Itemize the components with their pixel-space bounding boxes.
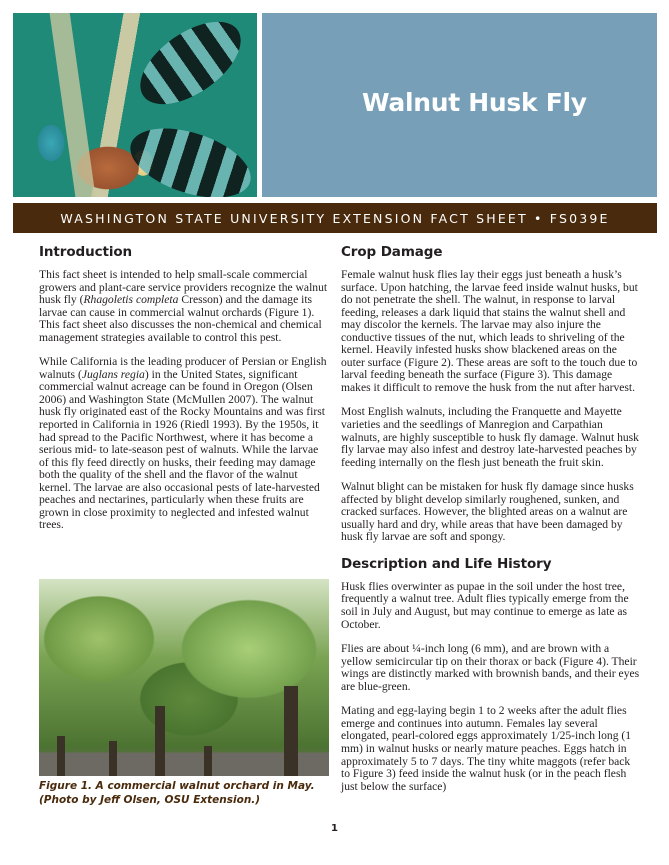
intro-paragraph-2 bbox=[39, 356, 329, 532]
tree-trunk-shape bbox=[204, 746, 212, 776]
life-history-paragraph-3: Mating and egg-laying begin 1 to 2 weeks after the adult flies emerge and continues into autumn. Females lay several elongated, pearl-colored eggs approximately 1/25-inch long (1 mm) in walnut husks or nearly mature peaches. Eggs hatch in approximately 5 to 7 days. The tiny white maggots (refer back to Figure 3) feed inside the walnut husk (or in the peach flesh just below the surface) bbox=[341, 704, 632, 793]
title-box bbox=[262, 13, 657, 197]
text-run: While California is the leading producer of Persian or English walnuts ( bbox=[39, 355, 327, 381]
life-history-paragraph-2: Flies are about ¼-inch long (6 mm), and are brown with a yellow semicircular tip on their thorax or back (Figure 4). Their wings are distinctly marked with brownish bands, and their eyes are blue-green. bbox=[341, 642, 640, 693]
page-title: Walnut Husk Fly bbox=[362, 87, 587, 117]
section-heading-crop-damage: Crop Damage bbox=[341, 244, 443, 260]
tree-trunk-shape bbox=[155, 706, 165, 776]
species-name: Rhagoletis completa bbox=[83, 293, 179, 307]
intro-paragraph-1 bbox=[39, 269, 329, 344]
extension-band bbox=[13, 203, 657, 233]
walnut-orchard-photo bbox=[39, 579, 329, 776]
figure-caption: Figure 1. A commercial walnut orchard in May. (Photo by Jeff Olsen, OSU Extension.) bbox=[39, 780, 315, 806]
species-name: Juglans regia bbox=[81, 367, 145, 381]
text-run: This fact sheet is intended to help small-scale commercial growers and plant-care service providers recognize the walnut husk fly ( bbox=[39, 268, 328, 307]
section-heading-life-history: Description and Life History bbox=[341, 555, 552, 572]
left-column bbox=[39, 244, 329, 544]
tree-trunk-shape bbox=[284, 686, 298, 776]
photo-wing-shape bbox=[122, 115, 257, 197]
photo-stem-shape bbox=[48, 13, 97, 197]
band-text: WASHINGTON STATE UNIVERSITY EXTENSION FACT SHEET • FS039E bbox=[60, 210, 610, 226]
tree-trunk-shape bbox=[57, 736, 65, 776]
crop-damage-paragraph-1: Female walnut husk flies lay their eggs just beneath a husk’s surface. Upon hatching, the larvae feed inside walnut husks, but do not penetrate the shell. The walnut, in response to larval feeding, releases a dark liquid that stains the walnut shell and may discolor the kernels. The larvae may also injure the conductive tissues of the nut, which leads to shriveling of the kernel. Heavily infested husks show blackened areas on the outer surface (Figure 2). These areas are soft to the touch due to larval feeding beneath the surface (Figure 3). This damage makes it difficult to remove the husk from the nut after harvest. bbox=[341, 268, 638, 394]
text-run: ) in the United States, significant commercial walnut acreage can be found in Oregon (Olsen 2006) and Washington State (McMullen 2007). The walnut husk fly originated east of the Rocky Mountains and was first reported in California in 1926 (Riedl 1993). By the 1950s, it had spread to the Pacific Northwest, where it has become a serious mid- to late-season pest of walnuts. While the larvae of this fly feed directly on husks, their feeding may damage both the quality of the shell and the flavor of the walnut kernel. The larvae are also occasional pests of late-harvested peaches and nectarines, particularly when these fruits are grown in close proximity to neglected and infested walnut trees. bbox=[39, 367, 325, 532]
life-history-paragraph-1: Husk flies overwinter as pupae in the soil under the host tree, frequently a walnut tree. Adult flies typically emerge from the soil in July and August, but may continue to emerge as late as October. bbox=[341, 579, 629, 631]
crop-damage-paragraph-2: Most English walnuts, including the Franquette and Mayette varieties and the seedlings of Manregion and Carpathian walnuts, are highly susceptible to husk fly damage. Walnut husk fly larvae may also infest and destroy late-harvested peaches by feeding internally on the flesh just beneath the fruit skin. bbox=[341, 405, 639, 469]
page-number: 1 bbox=[331, 823, 338, 834]
crop-damage-paragraph-3: Walnut blight can be mistaken for husk fly damage since husks affected by blight develop similarly roughened, sunken, and cracked surfaces. However, the blighted areas on a walnut are usually hard and dry, while areas that have been damaged by husk fly larvae are soft and spongy. bbox=[341, 480, 634, 544]
tree-trunk-shape bbox=[109, 741, 117, 776]
walnut-husk-fly-photo bbox=[13, 13, 257, 197]
text-run: Cresson) and the damage its larvae can cause in commercial walnut orchards (Figure 1). This fact sheet also discusses the non-chemical and chemical management strategies available to control this pest. bbox=[39, 293, 322, 344]
photo-wing-shape bbox=[126, 13, 255, 121]
right-column bbox=[341, 244, 641, 805]
section-heading-introduction: Introduction bbox=[39, 244, 133, 260]
